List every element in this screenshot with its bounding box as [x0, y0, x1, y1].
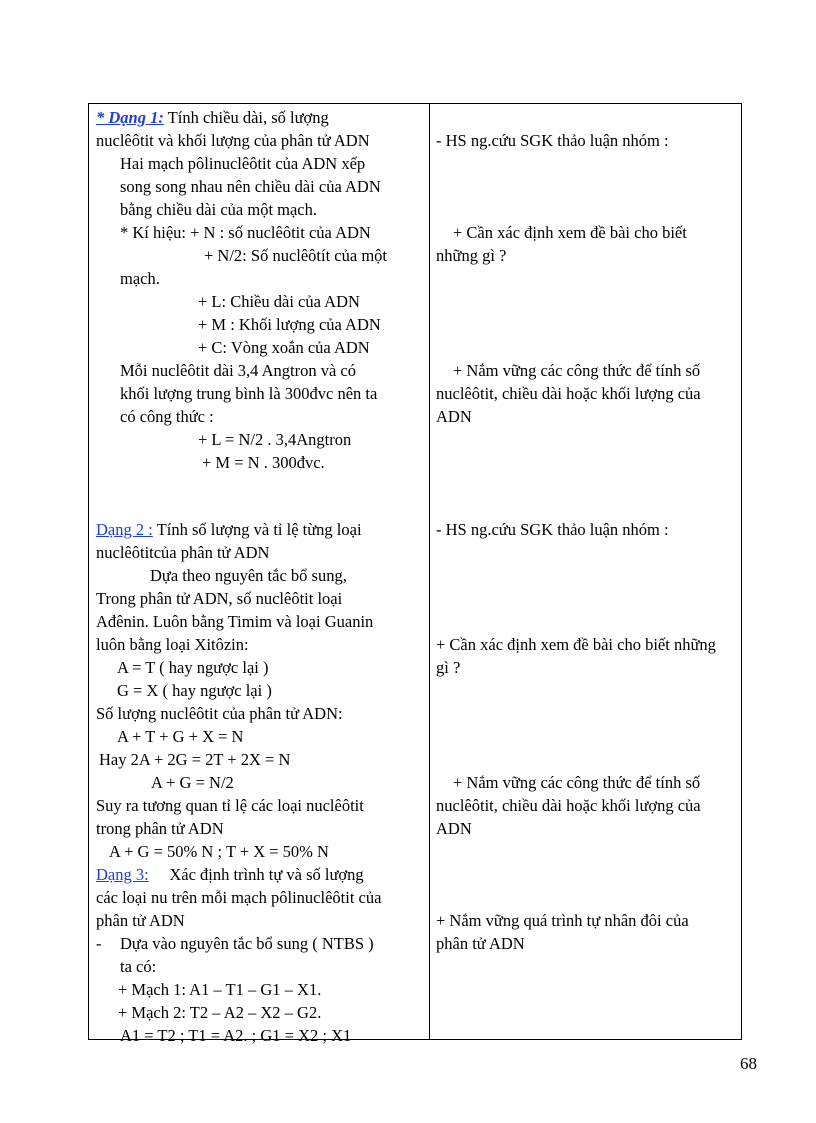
right-text-line: + Cần xác định xem đề bài cho biết: [453, 223, 687, 242]
formula-line: A + G = N/2: [151, 773, 234, 792]
text-line: bằng chiều dài của một mạch.: [120, 200, 318, 219]
text-line: khối lượng trung bình là 300đvc nên ta: [120, 384, 378, 403]
text-line: Mỗi nuclêôtit dài 3,4 Angtron và có: [120, 361, 357, 380]
text-line: + C: Vòng xoắn của ADN: [198, 338, 370, 357]
dang3-label: Dạng 3:: [96, 865, 149, 884]
formula-line: A + G = 50% N ; T + X = 50% N: [109, 842, 329, 861]
formula-line: + L = N/2 . 3,4Angtron: [198, 430, 352, 449]
text-line: Hai mạch pôlinuclêôtit của ADN xếp: [120, 154, 366, 173]
right-text-line: ADN: [436, 407, 472, 426]
text-line: + N/2: Số nuclêôtít của một: [204, 246, 387, 265]
right-text-line: + Nắm vững quá trình tự nhân đôi của: [436, 911, 689, 930]
text-line: G = X ( hay ngược lại ): [117, 681, 272, 700]
text-line: * Kí hiệu: + N : số nuclêôtit của ADN: [120, 223, 371, 242]
right-text-line: gì ?: [436, 658, 461, 677]
formula-line: Hay 2A + 2G = 2T + 2X = N: [99, 750, 291, 769]
right-text-line: - HS ng.cứu SGK thảo luận nhóm :: [436, 520, 669, 539]
text-line: nuclêôtitcủa phân tử ADN: [96, 543, 270, 562]
text-line: ta có:: [120, 957, 157, 976]
formula-line: + M = N . 300đvc.: [202, 453, 325, 472]
right-text-line: ADN: [436, 819, 472, 838]
page-number: 68: [740, 1054, 757, 1073]
dang1-heading: * Dạng 1: Tính chiều dài, số lượng: [96, 108, 329, 127]
text-line: A1 = T2 ; T1 = A2. ; G1 = X2 ; X1: [120, 1026, 352, 1045]
dang3-heading: Dạng 3: Xác định trình tự và số lượng: [96, 865, 364, 884]
text-line: nuclêôtit và khối lượng của phân tử ADN: [96, 131, 370, 150]
text-line: Trong phân tử ADN, số nuclêôtit loại: [96, 589, 343, 608]
text-line: Suy ra tương quan tỉ lệ các loại nuclêôtit: [96, 796, 364, 815]
right-text-line: nuclêôtit, chiều dài hoặc khối lượng của: [436, 796, 701, 815]
text-line: có công thức :: [120, 407, 214, 426]
text-line: Dựa theo nguyên tắc bổ sung,: [150, 566, 347, 585]
right-text-line: + Nắm vững các công thức để tính số: [453, 773, 701, 792]
formula-line: A + T + G + X = N: [117, 727, 244, 746]
text-line: + M : Khối lượng của ADN: [198, 315, 381, 334]
text-line: luôn bằng loại Xitôzin:: [96, 635, 249, 654]
text-line: A = T ( hay ngược lại ): [117, 658, 269, 677]
text-line: Số lượng nuclêôtit của phân tử ADN:: [96, 704, 343, 723]
text-line: mạch.: [120, 269, 160, 288]
right-text-line: nuclêôtit, chiều dài hoặc khối lượng của: [436, 384, 701, 403]
right-text-line: + Cần xác định xem đề bài cho biết những: [436, 635, 716, 654]
text-line: song song nhau nên chiều dài của ADN: [120, 177, 381, 196]
column-divider: [429, 104, 430, 1039]
text-line: + L: Chiều dài của ADN: [198, 292, 360, 311]
bullet-dash: -: [96, 934, 102, 953]
text-line: các loại nu trên mỗi mạch pôlinuclêôtit của: [96, 888, 382, 907]
text-line: + Mạch 1: A1 – T1 – G1 – X1.: [118, 980, 322, 999]
text-line: trong phân tử ADN: [96, 819, 224, 838]
right-text-line: phân tử ADN: [436, 934, 525, 953]
text-line: phân tử ADN: [96, 911, 185, 930]
text-line: Dựa vào nguyên tắc bổ sung ( NTBS ): [120, 934, 374, 953]
right-text-line: - HS ng.cứu SGK thảo luận nhóm :: [436, 131, 669, 150]
text-line: Ađênin. Luôn bằng Timim và loại Guanin: [96, 612, 374, 631]
dang2-heading: Dạng 2 : Tính số lượng và tỉ lệ từng loại: [96, 520, 362, 539]
right-text-line: những gì ?: [436, 246, 507, 265]
dang2-label: Dạng 2 :: [96, 520, 153, 539]
text-line: + Mạch 2: T2 – A2 – X2 – G2.: [118, 1003, 322, 1022]
right-text-line: + Nắm vững các công thức để tính số: [453, 361, 701, 380]
dang1-label: * Dạng 1:: [96, 108, 164, 127]
content-table: [88, 103, 742, 1045]
